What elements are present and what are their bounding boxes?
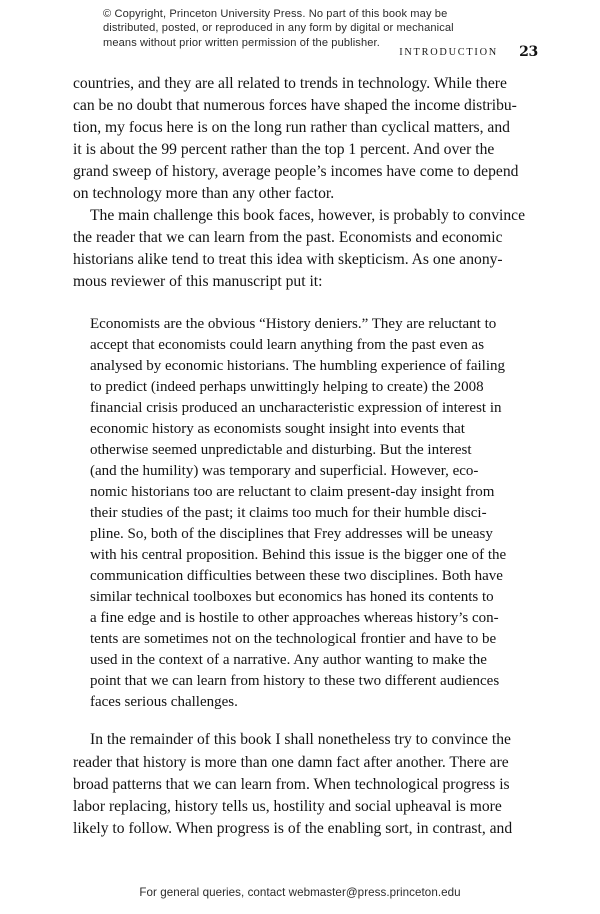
copyright-line: © Copyright, Princeton University Press. No part of this book may be xyxy=(103,8,448,20)
footer-notice: For general queries, contact webmaster@press.princeton.edu xyxy=(139,886,461,899)
text-line: otherwise seemed unpredictable and disturbing. But the interest xyxy=(90,442,472,459)
text-line: analysed by economic historians. The humbling experience of failing xyxy=(90,358,506,375)
text-line: similar technical toolboxes but economics has honed its contents to xyxy=(90,589,494,606)
text-line: to predict (indeed perhaps unwittingly helping to create) the 2008 xyxy=(90,379,484,396)
body-paragraph xyxy=(73,73,539,205)
text-line: countries, and they are all related to trends in technology. While there xyxy=(73,75,507,92)
text-line: a fine edge and is hostile to other approaches whereas history’s con- xyxy=(90,610,499,627)
text-line: The main challenge this book faces, however, is probably to convince xyxy=(90,207,525,225)
text-line: used in the context of a narrative. Any author wanting to make the xyxy=(90,652,487,669)
copyright-line: means without prior written permission of the publisher. xyxy=(103,36,380,49)
text-line: can be no doubt that numerous forces have shaped the income distribu- xyxy=(73,97,517,115)
text-line: tents are sometimes not on the technological frontier and have to be xyxy=(90,631,497,648)
text-line: it is about the 99 percent rather than the top 1 percent. And over the xyxy=(73,141,495,159)
text-line: their studies of the past; it claims too much for their humble disci- xyxy=(90,505,487,522)
text-line: nomic historians too are reluctant to claim present-day insight from xyxy=(90,484,495,501)
text-line: pline. So, both of the disciplines that Frey addresses will be uneasy xyxy=(90,526,493,543)
copyright-notice xyxy=(103,7,503,50)
text-line: the reader that we can learn from the past. Economists and economic xyxy=(73,229,503,247)
text-line: historians alike tend to treat this idea with skepticism. As one anony- xyxy=(73,251,503,269)
text-line: likely to follow. When progress is of the enabling sort, in contrast, and xyxy=(73,819,513,837)
text-line: (and the humility) was temporary and superficial. However, eco- xyxy=(90,463,479,480)
body-paragraph xyxy=(73,205,539,293)
text-line: economic history as economists sought insight into events that xyxy=(90,421,465,438)
text-line: mous reviewer of this manuscript put it: xyxy=(73,273,323,291)
running-head-title: INTRODUCTION xyxy=(399,47,498,58)
text-line: financial crisis produced an uncharacteristic expression of interest in xyxy=(90,400,502,417)
text-line: labor replacing, history tells us, hostility and social upheaval is more xyxy=(73,797,502,815)
text-line: with his central proposition. Behind this issue is the bigger one of the xyxy=(90,547,507,564)
text-line: faces serious challenges. xyxy=(90,694,238,711)
copyright-line: distributed, posted, or reproduced in any form by digital or mechanical xyxy=(103,22,454,35)
running-head xyxy=(73,44,538,63)
text-line: point that we can learn from history to these two different audiences xyxy=(90,673,500,690)
text-line: grand sweep of history, average people’s incomes have come to depend xyxy=(73,163,519,181)
page-number: 23 xyxy=(519,44,538,60)
text-line: In the remainder of this book I shall nonetheless try to convince the xyxy=(90,731,511,749)
text-line: Economists are the obvious “History deniers.” They are reluctant to xyxy=(90,316,497,333)
text-line: accept that economists could learn anything from the past even as xyxy=(90,337,485,354)
body-paragraph xyxy=(73,729,539,839)
text-line: reader that history is more than one damn fact after another. There are xyxy=(73,753,509,771)
text-line: communication difficulties between these two disciplines. Both have xyxy=(90,568,503,585)
text-column xyxy=(73,73,539,840)
text-line: broad patterns that we can learn from. When technological progress is xyxy=(73,775,510,793)
block-quote xyxy=(73,314,539,713)
text-line: tion, my focus here is on the long run rather than cyclical matters, and xyxy=(73,119,510,137)
text-line: on technology more than any other factor. xyxy=(73,185,335,203)
